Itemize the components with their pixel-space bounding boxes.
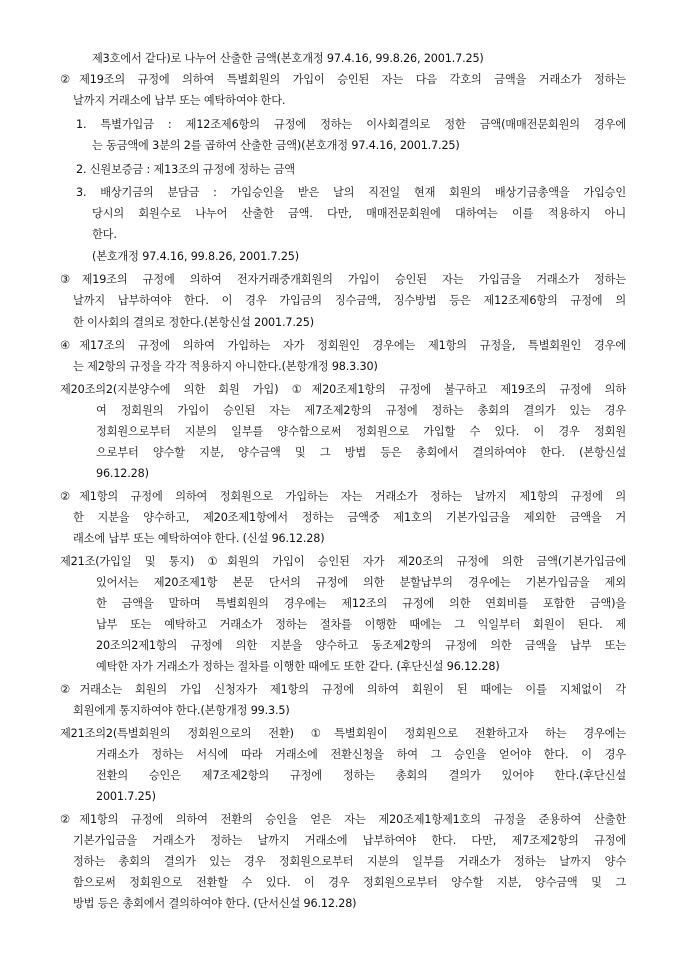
text-line: (본호개정 97.4.16, 99.8.26, 2001.7.25) <box>92 250 299 263</box>
text-line: 날까지 거래소에 납부 또는 예탁하여야 한다. <box>73 94 286 107</box>
text-line: 거래소가 정하는 서식에 따라 거래소에 전환신청을 하여 그 승인을 얻어야 한다. 이 경우 <box>96 748 626 761</box>
text-line: 전환의 승인은 제7조제2항의 규정에 정하는 총회의 결의가 있어야 한다.(후단신설 <box>96 769 626 782</box>
text-line: 한 이사회의 결의로 정한다.(본항신설 2001.7.25) <box>73 316 314 329</box>
text-line: 1. 특별가입금 : 제12조제6항의 규정에 정하는 이사회결의로 정한 금액(매매전문회원의 경우에 <box>76 118 626 131</box>
text-line: 제20조의2(지분양수에 의한 회원 가입) ①제20조제1항의 규정에 불구하고 제19조의 규정에 의하 <box>60 383 626 396</box>
text-line: ②거래소는 회원의 가입 신청자가 제1항의 규정에 의하여 회원이 된 때에는 이를 지체없이 각 <box>60 683 626 696</box>
text-line: 있어서는 제20조제1항 본문 단서의 규정에 의한 분할납부의 경우에는 기본가입금을 제외 <box>96 576 626 589</box>
text-line: 기본가입금을 거래소가 정하는 날까지 거래소에 납부하여야 한다. 다만, 제7조제2항의 규정에 <box>73 834 626 847</box>
text-line: 제21조의2(특별회원의 정회원으로의 전환) ①특별회원이 정회원으로 전환하고자 하는 경우에는 <box>60 727 626 740</box>
text-line: 으로부터 양수할 지분, 양수금액 및 그 방법 등은 총회에서 결의하여야 한다. (본항신설 <box>96 446 626 459</box>
text-line: ②제1항의 규정에 의하여 정회원으로 가입하는 자는 거래소가 정하는 날까지 제1항의 규정에 의 <box>60 490 626 503</box>
text-line: 한 금액을 말하며 특별회원의 경우에는 제12조의 규정에 의한 연회비를 포함한 금액)을 <box>96 597 626 610</box>
text-line: 회원에게 통지하여야 한다.(본항개정 99.3.5) <box>73 704 290 717</box>
text-line: 함으로써 정회원으로 전환할 수 있다. 이 경우 정회원으로부터 양수할 지분, 양수금액 및 그 <box>73 876 626 889</box>
text-line: 예탁한 자가 거래소가 정하는 절차를 이행한 때에도 또한 같다. (후단신설 96.12.28) <box>96 660 500 673</box>
text-line: 방법 등은 총회에서 결의하여야 한다. (단서신설 96.12.28) <box>73 897 357 910</box>
text-line: 2. 신원보증금 : 제13조의 규정에 정하는 금액 <box>76 163 295 176</box>
text-line: ②제19조의 규정에 의하여 특별회원의 가입이 승인된 자는 다음 각호의 금액을 거래소가 정하는 <box>60 73 626 86</box>
text-line: 정회원으로부터 지분의 일부를 양수함으로써 정회원으로 가입할 수 있다. 이 경우 정회원 <box>96 425 626 438</box>
text-line: 여 정회원의 가입이 승인된 자는 제7조제2항의 규정에 정하는 총회의 결의가 있는 경우 <box>96 404 626 417</box>
text-line: ③제19조의 규정에 의하여 전자거래중개회원의 가입이 승인된 자는 가입금을 거래소가 정하는 <box>60 273 626 286</box>
text-line: 날까지 납부하여야 한다. 이 경우 가입금의 징수금액, 징수방법 등은 제12조제6항의 규정에 의 <box>73 294 626 307</box>
text-line: ②제1항의 규정에 의하여 전환의 승인을 얻은 자는 제20조제1항제1호의 규정을 준용하여 산출한 <box>60 813 626 826</box>
text-line: 제3호에서 같다)로 나누어 산출한 금액(본호개정 97.4.16, 99.8.26, 2001.7.25) <box>92 52 484 65</box>
text-line: 2001.7.25) <box>96 790 156 803</box>
text-line: ④제17조의 규정에 의하여 가입하는 자가 정회원인 경우에는 제1항의 규정을, 특별회원인 경우에 <box>60 339 626 352</box>
text-line: 한 지분을 양수하고, 제20조제1항에서 정하는 금액중 제1호의 기본가입금을 제외한 금액을 거 <box>73 511 626 524</box>
text-line: 한다. <box>92 228 117 241</box>
text-line: 래소에 납부 또는 예탁하여야 한다. (신설 96.12.28) <box>73 532 325 545</box>
text-line: 정하는 총회의 결의가 있는 경우 정회원으로부터 지분의 일부를 거래소가 정하는 날까지 양수 <box>73 855 626 868</box>
text-line: 96.12.28) <box>96 467 149 480</box>
text-line: 제21조(가입일 및 통지) ①회원의 가입이 승인된 자가 제20조의 규정에 의한 금액(기본가입금에 <box>60 555 626 568</box>
text-line: 당시의 회원수로 나누어 산출한 금액. 다만, 매매전문회원에 대하여는 이를 적용하지 아니 <box>92 207 626 220</box>
text-line: 20조의2제1항의 규정에 의한 지분을 양수하고 동조제2항의 규정에 의한 금액을 납부 또는 <box>96 639 626 652</box>
text-line: 납부 또는 예탁하고 거래소가 정하는 절차를 이행한 때에는 그 익일부터 회원이 된다. 제 <box>96 618 626 631</box>
text-line: 는 제2항의 규정을 각각 적용하지 아니한다.(본항개정 98.3.30) <box>73 360 378 373</box>
text-line: 3. 배상기금의 분담금 : 가입승인을 받은 날의 직전일 현재 회원의 배상기금총액을 가입승인 <box>76 186 626 199</box>
text-line: 는 동금액에 3분의 2를 곱하여 산출한 금액)(본호개정 97.4.16, 2001.7.25) <box>92 139 460 152</box>
